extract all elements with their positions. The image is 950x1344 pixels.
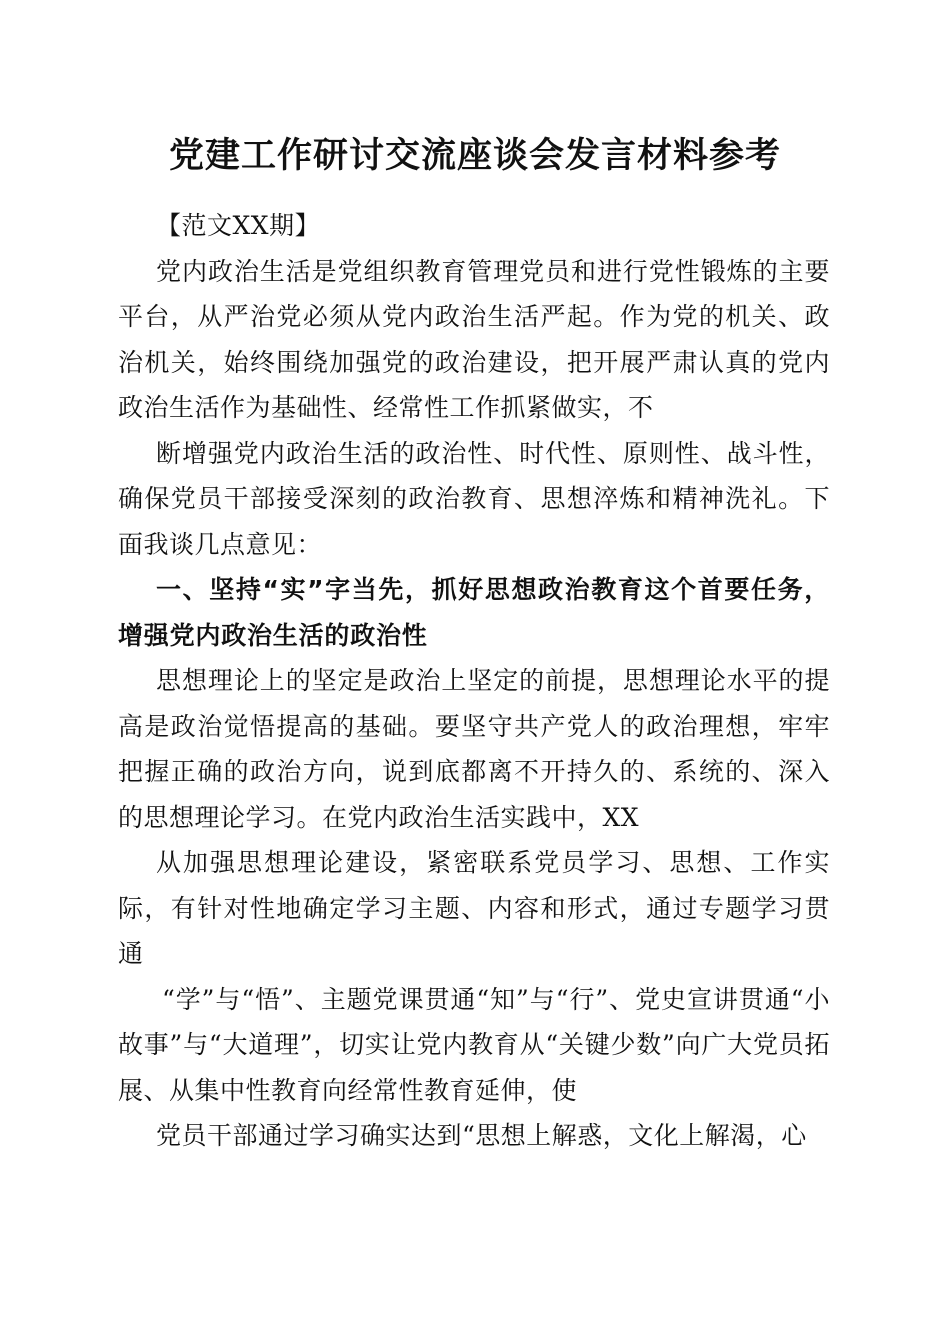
- issue-label: 【范文XX期】: [156, 211, 321, 240]
- paragraph-intro-continued: 断增强党内政治生活的政治性、时代性、原则性、战斗性，确保党员干部接受深刻的政治教育、思想淬炼和精神洗礼。下面我谈几点意见：: [118, 438, 830, 559]
- paragraph-intro: 党内政治生活是党组织教育管理党员和进行党性锻炼的主要平台，从严治党必须从党内政治生活严起。作为党的机关、政治机关，始终围绕加强党的政治建设，把开展严肃认真的党内政治生活作为基础性、经常性工作抓紧做实，不: [118, 256, 830, 422]
- section-heading-1: 一、坚持“实”字当先，抓好思想政治教育这个首要任务，增强党内政治生活的政治性: [118, 575, 830, 650]
- paragraph-section-1: 思想理论上的坚定是政治上坚定的前提，思想理论水平的提高是政治觉悟提高的基础。要坚守共产党人的政治理想，牢牢把握正确的政治方向，说到底都离不开持久的、系统的、深入的思想理论学习。在党内政治生活实践中，XX: [118, 666, 830, 832]
- document-title: 党建工作研讨交流座谈会发言材料参考: [168, 136, 781, 176]
- paragraph-section-1-end: 党员干部通过学习确实达到“思想上解惑，文化上解渴，心: [156, 1121, 807, 1150]
- document-body: [118, 203, 830, 1159]
- paragraph-section-1-continued: 从加强思想理论建设，紧密联系党员学习、思想、工作实际，有针对性地确定学习主题、内容和形式，通过专题学习贯通: [118, 848, 830, 968]
- paragraph-section-1-quotes: “学”与“悟”、主题党课贯通“知”与“行”、党史宣讲贯通“小故事”与“大道理”，切实让党内教育从“关键少数”向广大党员拓展、从集中性教育向经常性教育延伸，使: [118, 984, 830, 1105]
